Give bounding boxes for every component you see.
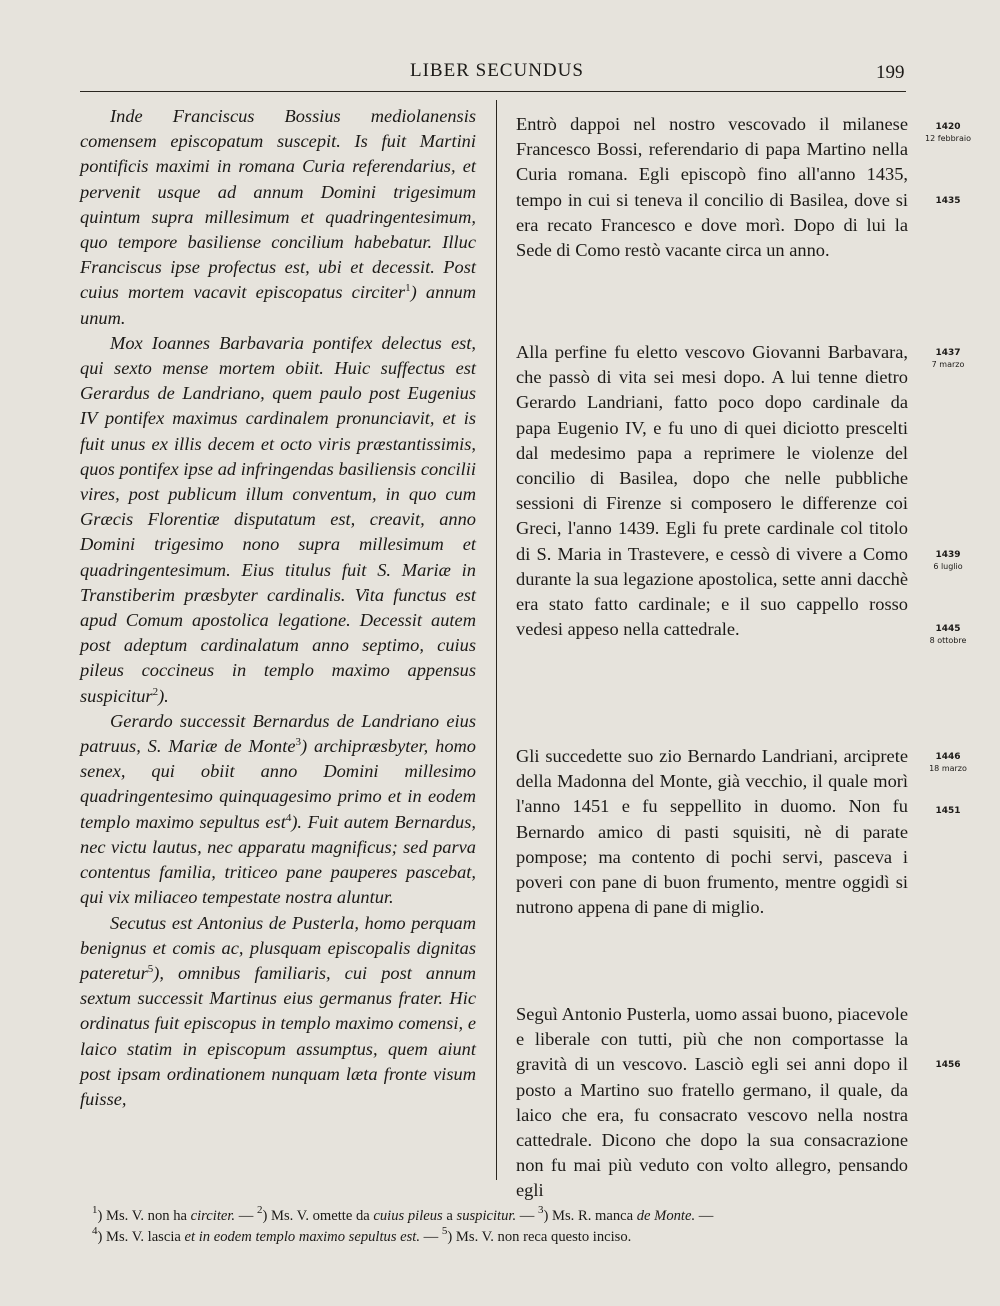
footnote-marker: 5 [147,962,154,975]
footnote-marker: 2 [152,685,159,698]
text-run: Inde Franciscus Bossius mediolanensis comensem episcopatum suscepit. Is fuit Martini pontificis maximi in romana Curia referendarius, et pervenit usque ad annum Domini trigesimum quintum supra millesimum et quadringentesimum, quo tempore basiliense concilium habebatur. Illuc Franciscus ipse profectus est, ubi et decessit. Post cuius mortem vacavit episcopatus circiter [80,106,476,303]
margin-date: 12 febbraio [925,134,971,143]
latin-paragraph [80,911,476,1113]
text-run: ) Ms. V. lascia [97,1229,185,1245]
margin-date: 18 marzo [929,764,967,773]
italian-paragraph: Entrò dappoi nel nostro vescovado il milanese Francesco Bossi, referendario di papa Martino nella Curia romana. Egli episcopò fino all'anno 1435, tempo in cui si teneva il concilio di Basilea, dove si era recato Francesco e dove morì. Dopo di lui la Sede di Como restò vacante circa un anno. [516,114,908,261]
footnote-line [80,1227,910,1248]
footnote-marker: 1 [405,282,411,295]
page-number: 199 [876,62,905,83]
margin-year: 1456 [935,1060,961,1070]
text-run: ) archipræsbyter, homo senex, qui obiit anno Domini millesimo quadringentesimo quinquagesimo primo et in eodem templo maximo sepultus est [80,736,477,832]
margin-year: 1446 [935,752,961,762]
footnote-marker: 1 [92,1204,98,1216]
margin-date-note [918,1060,978,1071]
margin-date-note [918,806,978,817]
margin-date: 7 marzo [931,360,965,369]
italic-quote: et in eodem templo maximo sepultus est. [184,1229,421,1245]
footnote-line [80,1206,910,1227]
italic-quote: de Monte. [636,1208,696,1224]
margin-date-note [918,122,978,144]
text-run: — [695,1208,714,1224]
text-run: Secutus est Antonius de Pusterla, homo perquam benignus et comis ac, plusquam episcopalis dignitas pateretur [80,912,476,983]
text-run: a [442,1208,457,1224]
italic-quote: suspicitur. [456,1208,517,1224]
column-divider [496,100,497,1180]
italian-paragraph: Seguì Antonio Pusterla, uomo assai buono, piacevole e liberale con tutti, più che non comportasse la gravità di un vescovo. Lasciò egli sei anni dopo il posto a Martino suo fratello germano, il quale, da laico che era, fu consacrato vescovo nella nostra cattedrale. Dicono che dopo la sua consacrazione non fu mai più veduto con volto allegro, pensando egli [516,1004,908,1201]
latin-paragraph [80,331,476,709]
text-run: Mox Ioannes Barbavaria pontifex delectus est, qui sexto mense mortem obiit. Huic suffectus est Gerardus de Landriano, quem paulo post Eugenius IV pontifex maximus cardinalem pronunciavit, et is fuit unus ex illis decem et octo viris præstantissimis, quos pontifex ipse ad infringendas basiliensis concilii vires, post publicum illum conventum, in quo cum Græcis Florentiæ disputatum est, creavit, anno Domini trigesimo nono supra millesimum et quadringentesimum. Eius titulus fuit S. Mariæ in Transtiberim præsbyter cardinalis. Vita functus est apud Comum apostolica legatione. Decessit autem post adeptum cardinalatum anno septimo, cuius pileus coccineus in templo maximo appensus suspicitur [80,332,476,706]
margin-date-note [918,752,978,774]
text-run: ). Fuit autem Bernardus, nec victu lautus, nec apparatu magnificus; sed parva contentus familia, triticeo pane pauperes pascebat, qui vix miliaceo tempestate nostra aluntur. [80,811,476,908]
text-run: Gerardo successit Bernardus de Landriano eius patruus, S. Mariæ de Monte [80,710,476,757]
footnote-marker: 5 [441,1225,448,1237]
margin-date: 8 ottobre [929,636,967,645]
footnote-marker: 3 [538,1204,544,1216]
latin-paragraph [80,104,476,331]
latin-text-column [80,104,476,1112]
text-run: — [420,1229,442,1245]
footnote-marker: 3 [295,736,301,749]
italian-paragraph: Gli succedette suo zio Bernardo Landriani, arciprete della Madonna del Monte, già vecchio, il quale morì l'anno 1451 e fu seppellito in duomo. Non fu Bernardo amico di pasti squisiti, nè di parate pompose; ma contento di pochi servi, pasceva i poveri con pane di buon frumento, mentre oggidì si nutrono appena di pane di miglio. [516,746,908,918]
text-run: ) Ms. R. manca [543,1208,637,1224]
margin-year: 1435 [935,196,961,206]
running-head [0,60,1000,86]
text-run: ) Ms. V. omette da [262,1208,374,1224]
running-title: LIBER SECUNDUS [410,60,584,81]
text-run: ), omnibus familiaris, cui post annum sextum successit Martinus eius germanus frater. Hic ordinatus fuit episcopus in templo maximo comensi, e laico statim in episcopum assumptus, quem aiunt post ipsam ordinationem nunquam læta fronte visum fuisse, [80,962,476,1109]
margin-date-note [918,624,978,646]
text-run: ). [158,685,169,706]
margin-date-note [918,348,978,370]
text-run: ) Ms. V. non reca questo inciso. [447,1229,632,1245]
italic-quote: cuius pileus [373,1208,443,1224]
footnote-marker: 2 [256,1204,263,1216]
text-run: — [235,1208,257,1224]
text-run: ) annum unum. [80,282,476,328]
footnotes [80,1206,910,1248]
margin-year: 1420 [935,122,961,132]
latin-paragraph [80,709,476,911]
text-run: ) Ms. V. non ha [97,1208,191,1224]
footnote-marker: 4 [285,811,292,824]
footnote-marker: 4 [92,1225,98,1237]
text-run: — [516,1208,539,1224]
margin-date-note [918,550,978,572]
margin-year: 1445 [935,624,961,634]
margin-year: 1439 [935,550,961,560]
italian-paragraph: Alla perfine fu eletto vescovo Giovanni Barbavara, che passò di vita sei mesi dopo. A lui tenne dietro Gerardo Landriani, fatto poco dopo cardinale da papa Eugenio IV, e fu uno di quei diciotto prescelti dal medesimo papa a reprimere le violenze del concilio di Basilea, dopo che nelle pubbliche sessioni di Firenze si composero le differenze coi Greci, l'anno 1439. Egli fu prete cardinale col titolo di S. Maria in Trastevere, e cessò di vivere a Como durante la sua legazione apostolica, sette anni dacchè era stato fatto cardinale; e il suo cappello rosso vedesi appeso nella cattedrale. [516,342,908,640]
margin-year: 1437 [935,348,961,358]
margin-date: 6 luglio [933,562,963,571]
margin-date-note [918,196,978,207]
italic-quote: circiter. [190,1208,236,1224]
header-rule [80,91,906,92]
margin-year: 1451 [935,806,961,816]
